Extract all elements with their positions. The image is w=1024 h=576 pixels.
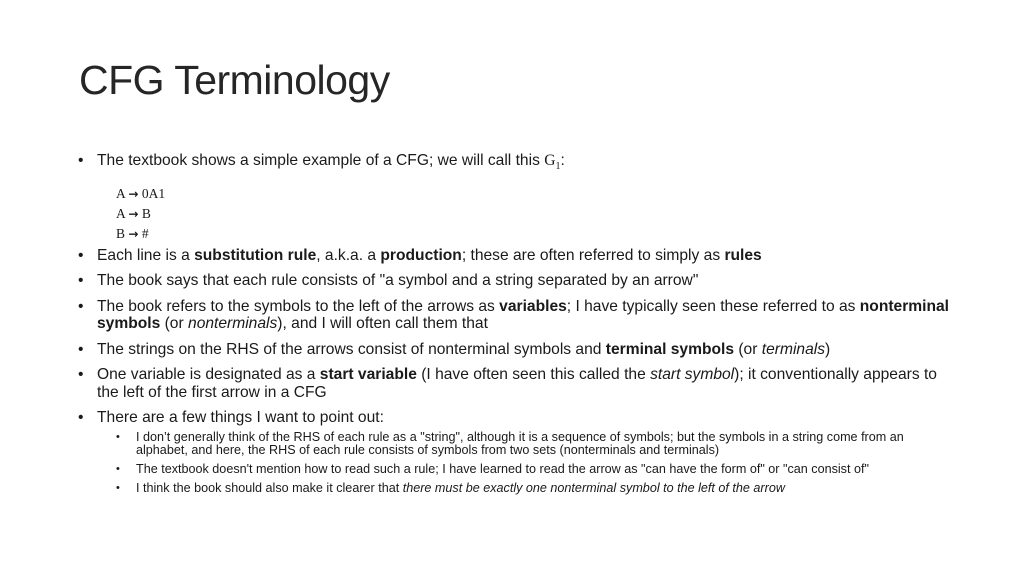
bullet-text: The book says that each rule consists of "a symbol and a string separated by an arrow" <box>97 272 699 290</box>
bullet-text: There are a few things I want to point out: <box>97 409 384 427</box>
sub-bullet-list <box>116 431 958 495</box>
rule-lhs: B <box>116 225 126 241</box>
term-nonterminal-symbols: nonterminal symbols <box>97 297 950 333</box>
bullet-text: (I have often seen this called the <box>416 366 651 384</box>
grammar-rule <box>116 224 958 244</box>
bullet-text: ; I have typically seen these referred to as <box>566 297 860 315</box>
grammar-name: G <box>544 152 556 169</box>
bullet-text: (or <box>160 315 189 333</box>
slide-body <box>78 152 958 501</box>
bullet-text: ) <box>825 340 831 358</box>
sub-bullet-string <box>116 431 958 457</box>
bullet-cfg-example <box>78 152 958 176</box>
bullet-points-intro <box>78 409 958 427</box>
arrow-icon: → <box>128 226 139 241</box>
term-start-variable: start variable <box>319 366 417 384</box>
grammar-rules <box>116 184 958 244</box>
rule-lhs: A <box>116 185 126 201</box>
sub-bullet-text: I don’t generally think of the RHS of each rule as a "string", although it is a sequence of symbols; but the symbols in a string come from an alphabet, and here, the RHS of each rule consists of symbols from two sets (nonterminals and terminals) <box>136 429 904 457</box>
bullet-text: ), and I will often call them that <box>277 315 488 333</box>
sub-bullet-text: I think the book should also make it clearer that <box>136 480 403 495</box>
sub-bullet-text: The textbook doesn't mention how to read such a rule; I have learned to read the arrow as "can have the form of" or "can consist of" <box>136 461 869 476</box>
term-rules: rules <box>724 246 762 264</box>
bullet-variables <box>78 298 958 333</box>
bullet-terminal-symbols <box>78 341 958 359</box>
term-variables: variables <box>499 297 567 315</box>
bullet-text: One variable is designated as a <box>97 366 320 384</box>
rule-rhs: # <box>141 225 149 241</box>
term-production: production <box>380 246 462 264</box>
sub-bullet-reading-arrow <box>116 463 958 476</box>
bullet-substitution-rule <box>78 247 958 265</box>
bullet-text: Each line is a <box>97 246 195 264</box>
bullet-text: The book refers to the symbols to the left of the arrows as <box>97 297 500 315</box>
grammar-subscript: 1 <box>555 161 561 173</box>
bullet-text: (or <box>734 340 762 358</box>
term-substitution-rule: substitution rule <box>194 246 317 264</box>
bullet-text: ); it conventionally appears to the left of the first arrow in a CFG <box>97 366 937 401</box>
bullet-text: The textbook shows a simple example of a CFG; we will call this <box>97 152 545 169</box>
sub-bullet-one-nonterminal <box>116 482 958 495</box>
term-nonterminals: nonterminals <box>188 315 278 333</box>
term-terminals: terminals <box>761 340 826 358</box>
grammar-rule <box>116 204 958 224</box>
rule-rhs: B <box>141 205 151 221</box>
slide-title: CFG Terminology <box>79 57 390 103</box>
bullet-text: : <box>560 152 565 169</box>
bullet-rule-definition <box>78 272 958 290</box>
grammar-rule <box>116 184 958 204</box>
arrow-icon: → <box>128 206 139 221</box>
rule-lhs: A <box>116 205 126 221</box>
rule-rhs: 0A1 <box>141 185 166 201</box>
bullet-text: ; these are often referred to simply as <box>461 246 725 264</box>
term-start-symbol: start symbol <box>650 366 735 384</box>
emphasis-one-nonterminal: there must be exactly one nonterminal symbol to the left of the arrow <box>402 480 785 495</box>
bullet-start-variable <box>78 366 958 401</box>
term-terminal-symbols: terminal symbols <box>605 340 735 358</box>
bullet-text: , a.k.a. a <box>316 246 381 264</box>
bullet-text: The strings on the RHS of the arrows consist of nonterminal symbols and <box>97 340 606 358</box>
arrow-icon: → <box>128 186 139 201</box>
